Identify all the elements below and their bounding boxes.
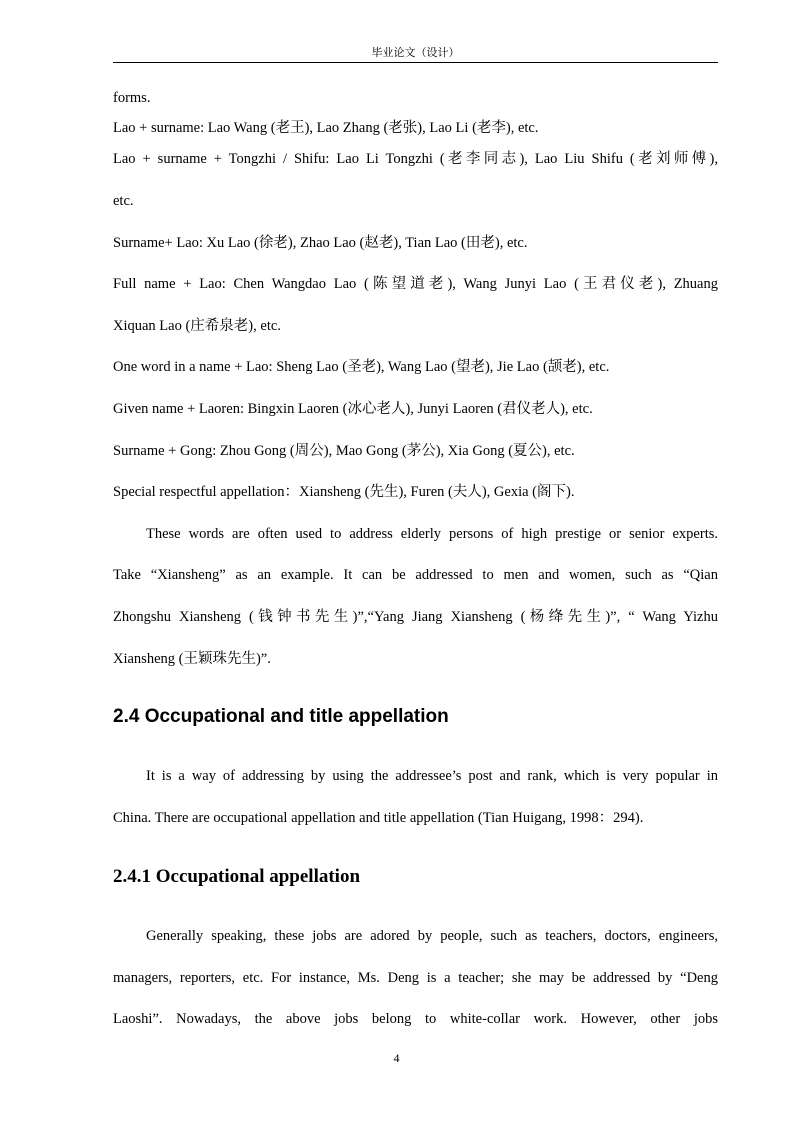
page-number: 4 [393,1051,400,1065]
text-line: etc. [113,193,134,209]
text-line: China. There are occupational appellation and title appellation (Tian Huigang, 1998：294). [113,810,644,826]
text-line: Laoshi”. Nowadays, the above jobs belong to white-collar work. However, other jobs [113,1011,718,1027]
page-header: 毕业论文（设计） [371,46,460,59]
text-line: Lao + surname: Lao Wang (老王), Lao Zhang (老张), Lao Li (老李), etc. [113,120,539,136]
text-line: One word in a name + Lao: Sheng Lao (圣老), Wang Lao (望老), Jie Lao (颉老), etc. [113,359,610,375]
text-line: Surname + Gong: Zhou Gong (周公), Mao Gong (茅公), Xia Gong (夏公), etc. [113,443,575,459]
section-heading: 2.4 Occupational and title appellation [113,706,449,727]
text-line: It is a way of addressing by using the addressee’s post and rank, which is very popular in [146,768,718,784]
text-line: Generally speaking, these jobs are adored by people, such as teachers, doctors, engineers, [146,928,718,944]
text-line: Zhongshu Xiansheng (钱钟书先生)”,“Yang Jiang Xiansheng (杨绛先生)”, “ Wang Yizhu [113,609,718,625]
text-line: Take “Xiansheng” as an example. It can be addressed to men and women, such as “Qian [113,567,718,583]
text-line: These words are often used to address elderly persons of high prestige or senior experts. [146,526,718,542]
text-line: Xiquan Lao (庄希泉老), etc. [113,318,281,334]
text-line: Lao + surname + Tongzhi / Shifu: Lao Li Tongzhi (老李同志), Lao Liu Shifu (老刘师傅), [113,151,718,167]
text-line: Xiansheng (王颖珠先生)”. [113,651,271,667]
text-line: Given name + Laoren: Bingxin Laoren (冰心老人), Junyi Laoren (君仪老人), etc. [113,401,593,417]
text-line: forms. [113,90,151,106]
text-line: Special respectful appellation：Xiansheng (先生), Furen (夫人), Gexia (阁下). [113,484,575,500]
text-line: Surname+ Lao: Xu Lao (徐老), Zhao Lao (赵老), Tian Lao (田老), etc. [113,235,528,251]
text-line: managers, reporters, etc. For instance, Ms. Deng is a teacher; she may be addressed by “Deng [113,970,718,986]
text-line: Full name + Lao: Chen Wangdao Lao (陈望道老), Wang Junyi Lao (王君仪老), Zhuang [113,276,718,292]
header-rule [113,62,718,63]
subsection-heading: 2.4.1 Occupational appellation [113,866,361,887]
